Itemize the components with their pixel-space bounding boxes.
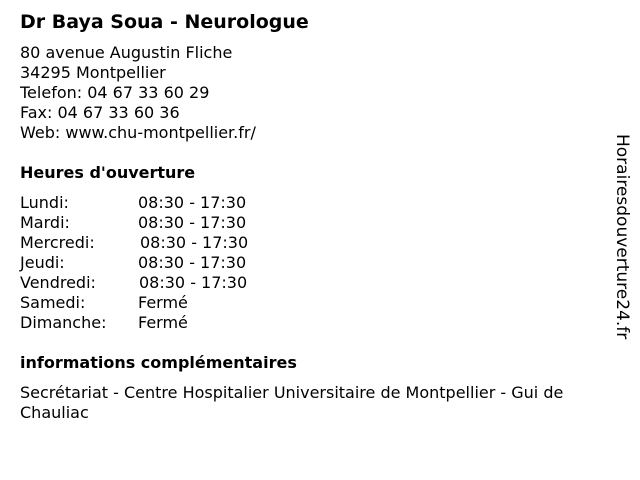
day-label: Vendredi: [20,273,96,292]
info-heading: informations complémentaires [20,353,297,372]
hours-heading: Heures d'ouverture [20,163,196,182]
street-address: 80 avenue Augustin Fliche [20,43,233,62]
day-label: Mardi: [20,213,70,232]
hours-row-monday [20,193,320,213]
time-value: 08:30 - 17:30 [138,253,247,272]
opening-hours-list [20,193,320,333]
time-value: 08:30 - 17:30 [138,213,247,232]
day-label: Samedi: [20,293,86,312]
time-value: Fermé [138,313,188,332]
time-value: 08:30 - 17:30 [139,273,248,292]
website-link[interactable]: Web: www.chu-montpellier.fr/ [20,123,256,142]
contact-block [20,43,256,143]
info-text: Secrétariat - Centre Hospitalier Universitaire de Montpellier - Gui de Chauliac [20,383,564,422]
day-label: Jeudi: [20,253,65,272]
city-address: 34295 Montpellier [20,63,166,82]
page-title: Dr Baya Soua - Neurologue [20,11,309,33]
phone-number: Telefon: 04 67 33 60 29 [20,83,210,102]
day-label: Mercredi: [20,233,95,252]
hours-row-thursday [20,253,320,273]
hours-row-saturday [20,293,320,313]
time-value: Fermé [138,293,188,312]
hours-row-friday [20,273,320,293]
time-value: 08:30 - 17:30 [138,193,247,212]
site-watermark [612,134,632,344]
day-label: Lundi: [20,193,69,212]
time-value: 08:30 - 17:30 [140,233,249,252]
watermark-text: Horairesdouverture24.fr [612,134,632,340]
hours-row-wednesday [20,233,320,253]
hours-row-sunday [20,313,320,333]
hours-row-tuesday [20,213,320,233]
fax-number: Fax: 04 67 33 60 36 [20,103,180,122]
day-label: Dimanche: [20,313,107,332]
